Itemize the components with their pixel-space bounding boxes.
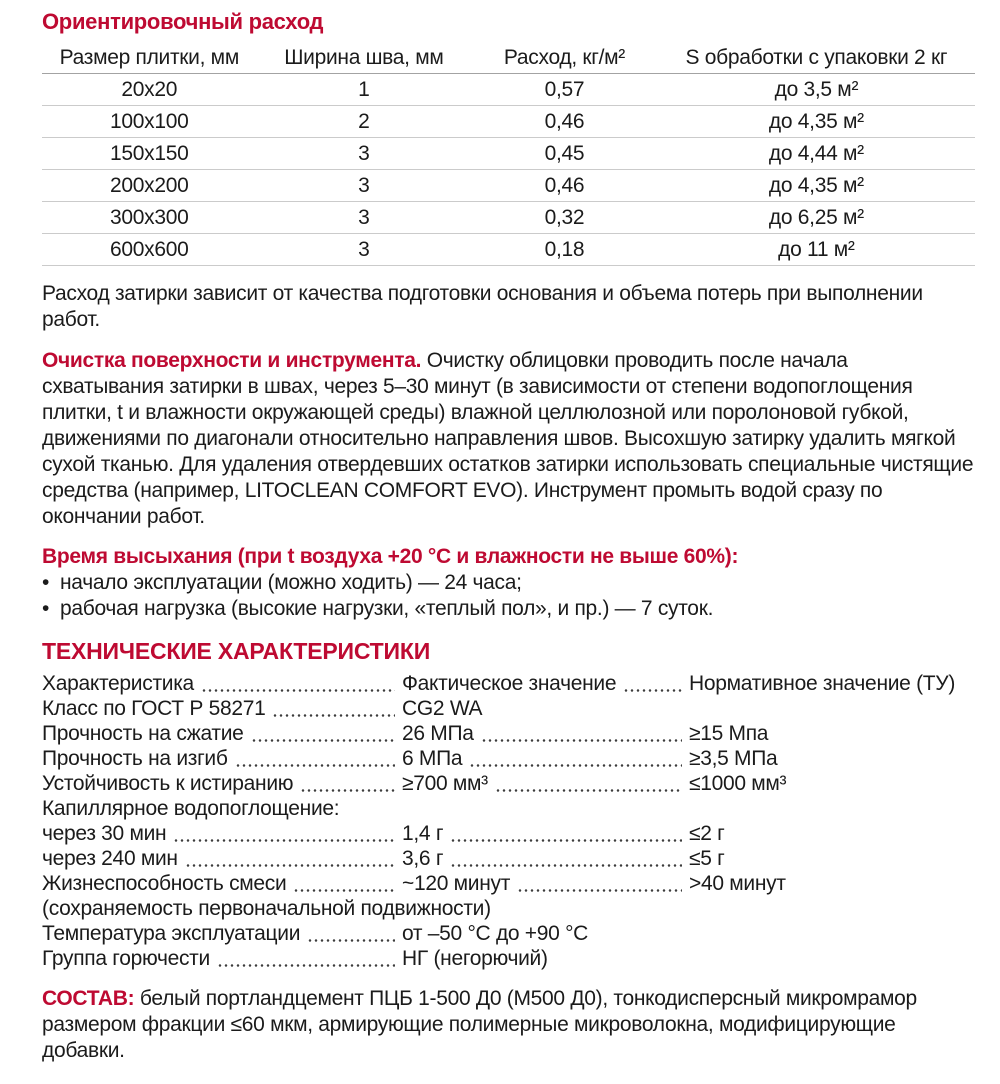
dot-leader: [235, 746, 395, 767]
spec-label: Жизнеспособность смеси: [42, 872, 287, 895]
cell-joint-width: 2: [257, 106, 472, 138]
dot-leader: [307, 921, 395, 942]
spec-norm: ≥15 Мпа: [689, 722, 769, 745]
spec-row: [42, 671, 975, 696]
dot-leader: [217, 946, 395, 967]
dot-leader: [450, 846, 682, 867]
spec-row: (сохраняемость первоначальной подвижности): [42, 897, 491, 920]
spec-row: [42, 921, 975, 946]
spec-value: 3,6 г: [402, 847, 444, 870]
cell-tile-size: 300x300: [42, 202, 257, 234]
spec-row: [42, 721, 975, 746]
col-header-consumption: Расход, кг/м²: [471, 42, 658, 74]
dot-leader: [201, 671, 395, 692]
spec-label: Прочность на изгиб: [42, 747, 228, 770]
spec-row: [42, 746, 975, 771]
spec-row: Капиллярное водопоглощение:: [42, 797, 340, 820]
table-row: [42, 202, 975, 234]
spec-row: [42, 871, 975, 896]
dot-leader: [517, 871, 682, 892]
spec-label: Класс по ГОСТ Р 58271: [42, 697, 266, 720]
cell-coverage: до 3,5 м²: [658, 74, 975, 106]
spec-row: [42, 771, 975, 796]
list-item: [42, 596, 975, 622]
dot-leader: [251, 721, 395, 742]
dot-leader: [495, 771, 682, 792]
table-row: [42, 74, 975, 106]
spec-value: от –50 °C до +90 °C: [402, 922, 589, 945]
spec-value: Фактическое значение: [402, 672, 617, 695]
spec-label: через 240 мин: [42, 847, 178, 870]
drying-heading: Время высыхания (при t воздуха +20 °C и влажности не выше 60%):: [42, 545, 739, 568]
spec-norm: >40 минут: [689, 872, 786, 895]
cell-coverage: до 4,44 м²: [658, 138, 975, 170]
cell-tile-size: 600x600: [42, 234, 257, 266]
cell-joint-width: 1: [257, 74, 472, 106]
consumption-title: Ориентировочный расход: [42, 9, 324, 34]
cleaning-paragraph: [42, 348, 975, 530]
cell-coverage: до 6,25 м²: [658, 202, 975, 234]
cell-joint-width: 3: [257, 170, 472, 202]
table-row: [42, 106, 975, 138]
cell-consumption: 0,46: [471, 106, 658, 138]
table-row: [42, 170, 975, 202]
cell-consumption: 0,32: [471, 202, 658, 234]
drying-bullet-text: начало эксплуатации (можно ходить) — 24 часа;: [60, 571, 522, 594]
spec-norm: ≤1000 мм³: [689, 772, 787, 795]
cell-tile-size: 20x20: [42, 74, 257, 106]
cell-consumption: 0,57: [471, 74, 658, 106]
spec-norm: Нормативное значение (ТУ): [689, 672, 956, 695]
spec-value: ≥700 мм³: [402, 772, 488, 795]
spec-value: 6 МПа: [402, 747, 463, 770]
cell-tile-size: 100x100: [42, 106, 257, 138]
spec-row: [42, 821, 975, 846]
bullet-icon: •: [42, 571, 50, 594]
cleaning-heading: Очистка поверхности и инструмента.: [42, 349, 422, 372]
col-header-joint-width: Ширина шва, мм: [257, 42, 472, 74]
spec-label: Группа горючести: [42, 947, 210, 970]
cell-tile-size: 200x200: [42, 170, 257, 202]
spec-value: НГ (негорючий): [402, 947, 548, 970]
dot-leader: [185, 846, 395, 867]
table-row: [42, 234, 975, 266]
spec-label: Характеристика: [42, 672, 194, 695]
spec-row: [42, 946, 975, 971]
specs-title: ТЕХНИЧЕСКИЕ ХАРАКТЕРИСТИКИ: [42, 638, 431, 664]
spec-value: 26 МПа: [402, 722, 474, 745]
spec-label: Устойчивость к истиранию: [42, 772, 294, 795]
spec-row: [42, 696, 975, 721]
dot-leader: [623, 671, 682, 692]
dot-leader: [272, 696, 395, 717]
cell-tile-size: 150x150: [42, 138, 257, 170]
dot-leader: [293, 871, 395, 892]
table-row: [42, 138, 975, 170]
cell-coverage: до 4,35 м²: [658, 170, 975, 202]
spec-value: CG2 WA: [402, 697, 483, 720]
drying-bullet-text: рабочая нагрузка (высокие нагрузки, «теплый пол», и пр.) — 7 суток.: [60, 597, 714, 620]
cell-coverage: до 4,35 м²: [658, 106, 975, 138]
cell-consumption: 0,18: [471, 234, 658, 266]
spec-row: [42, 846, 975, 871]
spec-norm: ≤2 г: [689, 822, 725, 845]
composition-body: белый портландцемент ПЦБ 1-500 Д0 (М500 Д0), тонкодисперсный микромрамор размером фракции ≤60 мкм, армирующие полимерные микроволокна, модифицирующие добавки.: [42, 987, 917, 1062]
spec-label: Температура эксплуатации: [42, 922, 301, 945]
spec-value: 1,4 г: [402, 822, 444, 845]
spec-value: ~120 минут: [402, 872, 511, 895]
cell-joint-width: 3: [257, 138, 472, 170]
consumption-note: Расход затирки зависит от качества подготовки основания и объема потерь при выполнении работ.: [42, 282, 923, 331]
spec-label: через 30 мин: [42, 822, 167, 845]
cell-joint-width: 3: [257, 202, 472, 234]
composition-paragraph: [42, 986, 975, 1064]
spec-norm: ≥3,5 МПа: [689, 747, 778, 770]
cleaning-body: Очистку облицовки проводить после начала схватывания затирки в швах, через 5–30 минут (в зависимости от степени водопоглощения плитки, t и влажности окружающей среды) влажной целлюлозной или поролоновой губкой, движениями по диагонали относительно направления швов. Высохшую затирку удалить мягкой сухой тканью. Для удаления отвердевших остатков затирки использовать специальные чистящие средства (например, LITOCLEAN COMFORT EVO). Инструмент промыть водой сразу по окончании работ.: [42, 349, 974, 528]
cell-joint-width: 3: [257, 234, 472, 266]
cell-consumption: 0,46: [471, 170, 658, 202]
specs-list: [42, 671, 975, 971]
list-item: [42, 570, 975, 596]
dot-leader: [450, 821, 682, 842]
cell-coverage: до 11 м²: [658, 234, 975, 266]
dot-leader: [469, 746, 682, 767]
cell-consumption: 0,45: [471, 138, 658, 170]
composition-heading: СОСТАВ:: [42, 987, 135, 1010]
col-header-tile-size: Размер плитки, мм: [42, 42, 257, 74]
consumption-table-header-row: [42, 42, 975, 74]
dot-leader: [173, 821, 395, 842]
bullet-icon: •: [42, 597, 50, 620]
dot-leader: [300, 771, 395, 792]
spec-norm: ≤5 г: [689, 847, 725, 870]
spec-label: Прочность на сжатие: [42, 722, 244, 745]
col-header-coverage: S обработки с упаковки 2 кг: [658, 42, 975, 74]
consumption-table: [42, 42, 975, 266]
dot-leader: [481, 721, 682, 742]
